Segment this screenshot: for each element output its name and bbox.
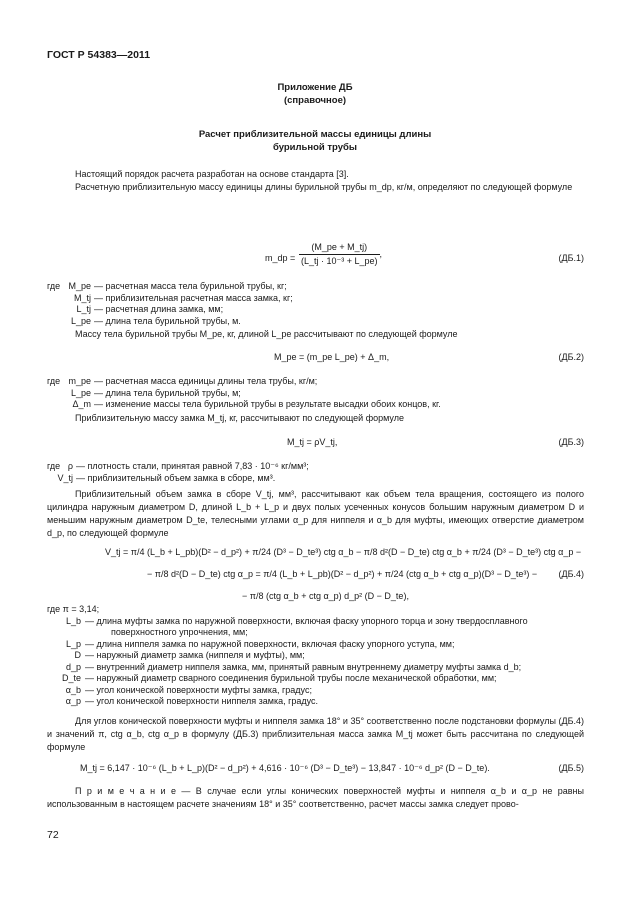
definition-symbol: L_b [65,615,81,626]
equation-db4-line2: − π/8 d²(D − D_te) ctg α_p = π/4 (L_b + L_pb)(D² − d_p²) + π/24 (ctg α_b + ctg α_p)(D³ − D_te³) − [147,569,538,579]
definition-prefix: где [47,376,61,386]
appendix-subtitle: (справочное) [283,95,347,106]
equation-db4 [47,546,584,606]
definition-item [47,376,584,388]
definition-text: — расчетная длина замка, мм; [94,304,224,314]
definition-item [47,316,584,328]
equation-db1-lhs: m_dp = [265,253,296,263]
definition-continuation: поверхностного упрочнения, мм; [111,627,248,637]
definition-symbol: L_tj [76,304,91,314]
definition-symbol: Δ_m [72,399,91,409]
equation-db2-text: M_pe = (m_pe L_pe) + Δ_m, [274,352,390,362]
definition-item [47,650,584,662]
definition-symbol: ρ [67,461,73,471]
equation-db5-text: M_tj = 6,147 · 10⁻⁶ (L_b + L_p)(D² − d_p²) + 4,616 · 10⁻⁶ (D³ − D_te³) − 13,847 · 10⁻⁶ d_p² (D − D_te). [80,763,490,773]
equation-db3-number: (ДБ.3) [558,437,584,447]
note-text: — В случае если углы конических поверхностей муфты и ниппеля α_b и α_p не равны использованным в настоящем расчете значениям 18° и 35° соответственно, расчет массы замка следует прово- [47,786,584,809]
section-heading-line2: бурильной трубы [272,142,358,153]
paragraph-angles: Для углов конической поверхности муфты и ниппеля замка 18° и 35° соответственно после подстановки формулы (ДБ.4) и значений π, ctg α_b, ctg α_p в формулу (ДБ.3) приблизительная масса замка M_tj может быть рассчитана по следующей формуле [47,716,584,752]
equation-db1-numerator: (M_pe + M_tj) [299,241,380,255]
definition-item [47,388,584,400]
definition-text: — длина ниппеля замка по наружной поверхности, включая фаску упорного уступа, мм; [85,638,455,649]
definition-symbol: d_p [65,661,81,672]
definition-text: — длина муфты замка по наружной поверхности, включая фаску упорного торца и зону твердосплавного [85,615,528,626]
definition-text: — длина тела бурильной трубы, м. [94,315,241,326]
definition-text: — длина тела бурильной трубы, м; [94,387,241,398]
definition-text: — приблизительная расчетная масса замка, кг; [94,292,293,303]
equation-db5-number: (ДБ.5) [558,763,584,773]
definition-symbol: D_te [61,673,81,683]
equation-db4-line3: − π/8 (ctg α_b + ctg α_p) d_p² (D − D_te), [242,591,409,601]
equation-db3 [47,436,584,452]
intro-paragraph-2: Расчетную приблизительную массу единицы длины бурильной трубы m_dp, кг/м, определяют по следующей формуле [75,182,573,192]
definition-item [47,399,584,411]
definitions-db4 [47,604,584,708]
definition-item [47,696,584,708]
definition-text: — внутренний диаметр ниппеля замка, мм, принятый равным внутреннему диаметру муфты замка d_b; [85,661,522,672]
definition-text: — расчетная масса единицы длины тела трубы, кг/м; [94,376,318,386]
page-number: 72 [47,829,59,841]
definition-symbol: L_pe [70,387,91,398]
definition-symbol: α_p [65,696,81,706]
definition-symbol: M_tj [73,292,91,303]
definition-item [47,281,584,293]
definition-item [47,673,584,685]
section-heading-line1: Расчет приблизительной массы единицы длины [198,129,432,140]
definition-symbol: m_pe [68,376,91,386]
definition-item [47,685,584,697]
definitions-intro: где π = 3,14; [47,604,100,614]
appendix-title: Приложение ДБ [277,82,353,93]
definition-item [47,304,584,316]
equation-db2 [47,351,584,367]
equation-db1-tail: , [379,248,383,259]
equation-db5 [47,762,584,778]
equation-db4-number: (ДБ.4) [558,569,584,579]
definition-symbol: M_pe [68,281,91,291]
definition-item [47,639,584,651]
equation-db1 [47,242,584,276]
definition-prefix: где [47,281,61,291]
definition-symbol: L_pe [70,315,91,326]
paragraph-volume: Приблизительный объем замка в сборе V_tj, мм³, рассчитывают как объем тела вращения, состоящего из полого цилиндра наружным диаметром D, длиной L_b + L_p и двух полых усеченных конусов большим наружным диаметром D и меньшим наружным диаметром D_te, телесными углами α_p для ниппеля и α_b для муфты, имеющих отверстие диаметром d_p, по следующей формуле [47,489,584,538]
equation-db3-text: M_tj = ρV_tj, [287,437,338,447]
document-header: ГОСТ Р 54383—2011 [47,49,151,61]
definition-text: — наружный диаметр сварного соединения бурильной трубы после механической обработки, мм; [85,673,497,683]
definition-symbol: L_p [65,638,81,649]
definition-text: — изменение массы тела бурильной трубы в результате высадки обоих концов, кг. [94,399,441,409]
definition-text: — расчетная масса тела бурильной трубы, кг; [94,281,287,291]
definition-text: — угол конической поверхности ниппеля замка, градус. [85,696,319,706]
definition-prefix: где [47,461,61,471]
definitions-db3 [47,461,584,484]
equation-db4-line1: V_tj = π/4 (L_b + L_pb)(D² − d_p²) + π/24 (D³ − D_te³) ctg α_b − π/8 d²(D − D_te) ctg α_b + π/24 (D³ − D_te³) ctg α_p − [105,547,582,557]
definition-text: — наружный диаметр замка (ниппеля и муфты), мм; [85,650,305,660]
definition-symbol: D [74,650,81,660]
definitions-db1 [47,281,584,327]
definition-text: — угол конической поверхности муфты замка, градус; [85,684,312,695]
definition-text: — приблизительный объем замка в сборе, мм³. [76,472,276,483]
note-label: П р и м е ч а н и е [75,786,176,796]
definition-item [47,461,584,473]
definition-item [47,293,584,305]
definition-item [47,627,584,639]
definition-item [47,473,584,485]
paragraph-joint-mass: Приблизительную массу замка M_tj, кг, рассчитывают по следующей формуле [75,413,404,423]
equation-db1-denominator: (L_tj · 10⁻³ + L_pe) [301,256,378,266]
definitions-db2 [47,376,584,411]
note-paragraph [47,785,584,811]
equation-db1-fraction [299,241,382,268]
definition-symbol: V_tj [57,472,73,483]
definition-symbol: α_b [65,684,81,695]
paragraph-body-mass: Массу тела бурильной трубы M_pe, кг, длиной L_pe рассчитывают по следующей формуле [75,329,458,339]
equation-db1-number: (ДБ.1) [558,253,584,263]
definition-item [47,616,584,628]
intro-paragraph-1: Настоящий порядок расчета разработан на основе стандарта [3]. [75,169,349,179]
equation-db2-number: (ДБ.2) [558,352,584,362]
definition-text: — плотность стали, принятая равной 7,83 · 10⁻⁶ кг/мм³; [76,461,309,471]
definition-item [47,662,584,674]
